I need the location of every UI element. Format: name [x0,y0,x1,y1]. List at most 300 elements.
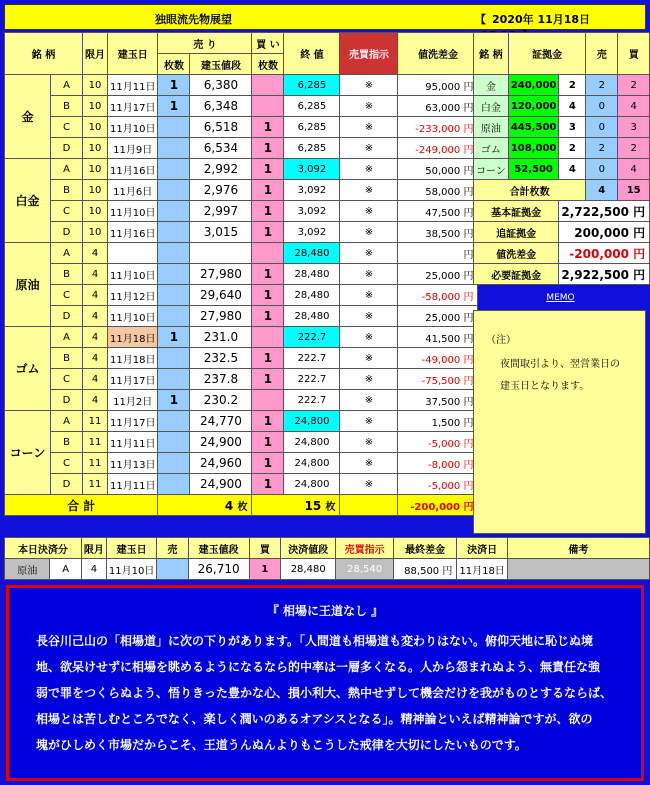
sell-count-cell [158,243,190,264]
date-cell: 11月10日 [108,306,158,327]
buy-count-cell: 1 [252,138,284,159]
price-cell: 2,992 [190,159,252,180]
month-cell: 4 [83,243,108,264]
diff-unit: 円 [463,165,474,177]
settle-diff-unit: 円 [442,565,453,577]
settle-h2: 限月 [81,538,106,559]
header-row-1 [5,33,478,54]
margin-sell: 0 [586,96,618,117]
finance-label: 値洗差金 [474,243,559,264]
month-cell: 10 [83,117,108,138]
buy-count-header: 枚数 [252,54,284,75]
table-row [5,159,478,180]
total-sell-value: 4 [224,498,234,513]
date-cell: 11月17日 [108,411,158,432]
date-cell: 11月16日 [108,222,158,243]
diff-cell [398,285,478,306]
signal-cell: ※ [340,180,398,201]
margin-sell: 0 [586,117,618,138]
settle-close: 28,480 [280,559,335,580]
margin-value: 240,000 [508,75,559,96]
signal-header: 売買指示 [340,33,398,75]
settle-month: 4 [81,559,106,580]
signal-cell: ※ [340,222,398,243]
buy-count-cell: 1 [252,432,284,453]
code-cell: D [51,390,83,411]
brand-cell: コーン [5,411,51,495]
code-cell: B [51,96,83,117]
sell-count-cell [158,264,190,285]
table-row [5,285,478,306]
settle-h11: 備考 [507,538,649,559]
price-cell: 2,997 [190,201,252,222]
settle-h6: 買 [249,538,280,559]
diff-value: -5,000 [428,438,461,450]
signal-cell: ※ [340,411,398,432]
diff-value: 41,500 [425,333,461,345]
diff-unit: 円 [463,144,474,156]
settle-brand: 原油 [5,559,50,580]
margin-sell: 2 [586,75,618,96]
margin-table [473,32,650,285]
price-cell [190,243,252,264]
month-cell: 4 [83,264,108,285]
close-cell: 222.7 [284,327,340,348]
settle-date: 11月10日 [106,559,156,580]
price-cell: 230.2 [190,390,252,411]
margin-row [474,159,650,180]
diff-unit: 円 [463,417,474,429]
margin-row [474,138,650,159]
table-row [5,180,478,201]
diff-value: -233,000 [415,123,461,135]
close-cell: 222.7 [284,348,340,369]
sell-count-cell [158,201,190,222]
month-cell: 11 [83,432,108,453]
date-cell: 11月18日 [108,348,158,369]
close-cell: 24,800 [284,432,340,453]
code-cell: B [51,348,83,369]
diff-cell [398,243,478,264]
margin-count: 2 [559,75,586,96]
settle-sdate: 11月18日 [457,559,507,580]
settlement-table [4,537,650,580]
diff-unit: 円 [463,354,474,366]
commentary-body [36,628,621,758]
total-diff-value: -200,000 [410,501,460,513]
diff-cell [398,264,478,285]
diff-unit: 円 [463,459,474,471]
close-cell: 24,800 [284,453,340,474]
diff-cell [398,474,478,495]
settle-buy: 1 [249,559,280,580]
month-cell: 4 [83,327,108,348]
diff-value: 38,500 [425,228,461,240]
margin-buy: 2 [618,138,650,159]
sell-count-cell [158,222,190,243]
month-cell: 4 [83,285,108,306]
diff-cell [398,432,478,453]
commentary-line: 長谷川己山の「相場道」に次の下りがあります。「人間道も相場道も変わりはない。俯仰天地に恥じぬ境 [36,634,594,648]
table-row [5,411,478,432]
date-cell: 11月17日 [108,96,158,117]
finance-row [474,201,650,222]
buy-count-cell [252,243,284,264]
diff-value: 25,000 [425,270,461,282]
signal-cell: ※ [340,474,398,495]
signal-cell: ※ [340,138,398,159]
settle-h5: 建玉値段 [188,538,249,559]
close-cell: 6,285 [284,75,340,96]
diff-unit: 円 [463,333,474,345]
commentary-line: 地、欲呆けせずに相場を眺めるようになるなら的中率は一層多くなる。人から怨まれぬよう、無責任な強 [36,660,601,674]
margin-sell: 2 [586,138,618,159]
count-row [474,180,650,201]
signal-cell: ※ [340,453,398,474]
memo-line-3: 建玉日となります。 [500,381,590,392]
month-cell: 4 [83,306,108,327]
finance-amount: 200,000 [574,225,629,240]
signal-cell: ※ [340,75,398,96]
total-diff-unit: 円 [463,501,474,513]
total-buy-value: 15 [304,498,322,513]
margin-value: 52,500 [508,159,559,180]
brand-cell: 白金 [5,159,51,243]
diff-value: 25,000 [425,312,461,324]
signal-cell: ※ [340,285,398,306]
buy-count-cell: 1 [252,285,284,306]
month-cell: 4 [83,348,108,369]
code-cell: C [51,285,83,306]
month-cell: 10 [83,75,108,96]
close-cell: 24,800 [284,411,340,432]
margin-brand-header: 銘 柄 [474,33,509,75]
close-cell: 3,092 [284,180,340,201]
buy-header: 買 い [252,33,284,54]
finance-unit: 円 [633,225,646,240]
margin-body [474,75,650,180]
margin-buy: 2 [618,75,650,96]
date-cell: 11月10日 [108,117,158,138]
settle-code: A [50,559,81,580]
diff-unit: 円 [463,270,474,282]
diff-value: 1,500 [431,417,461,429]
settle-h9: 最終差金 [393,538,457,559]
sell-count-cell [158,411,190,432]
price-cell: 27,980 [190,306,252,327]
memo-title[interactable]: MEMO [546,293,575,303]
code-cell: A [51,327,83,348]
date-header: 建玉日 [108,33,158,75]
price-header: 建玉値段 [190,54,252,75]
count-label: 合計枚数 [474,180,586,201]
sell-count-cell: 1 [158,75,190,96]
finance-amount: 2,722,500 [561,204,629,219]
signal-cell: ※ [340,327,398,348]
settle-h3: 建玉日 [106,538,156,559]
diff-cell [398,138,478,159]
signal-cell: ※ [340,159,398,180]
total-blank [340,495,398,516]
settle-h10: 決済日 [457,538,507,559]
total-label: 合 計 [5,495,158,516]
diff-unit: 円 [463,249,474,261]
commentary-box [6,585,644,781]
month-cell: 10 [83,159,108,180]
signal-cell: ※ [340,96,398,117]
margin-count: 2 [559,138,586,159]
margin-count: 4 [559,96,586,117]
table-row [5,306,478,327]
code-cell: A [51,243,83,264]
finance-value [559,264,650,285]
date-cell: 11月2日 [108,390,158,411]
diff-value: -5,000 [428,480,461,492]
title-bar [4,4,646,30]
sell-count-cell [158,348,190,369]
table-row [5,117,478,138]
margin-brand: 原油 [474,117,509,138]
table-row [5,432,478,453]
settle-h4: 売 [157,538,188,559]
settlement-row [5,559,650,580]
diff-value: 63,000 [425,102,461,114]
diff-cell [398,117,478,138]
close-cell: 6,285 [284,117,340,138]
date-cell: 11月6日 [108,180,158,201]
buy-count-cell [252,327,284,348]
code-cell: C [51,201,83,222]
buy-count-cell: 1 [252,411,284,432]
close-cell: 222.7 [284,369,340,390]
diff-unit: 円 [463,102,474,114]
sell-header: 売 り [158,33,252,54]
date-cell: 11月18日 [108,327,158,348]
close-header: 終 値 [284,33,340,75]
price-cell: 24,770 [190,411,252,432]
diff-cell [398,390,478,411]
close-cell: 28,480 [284,285,340,306]
diff-unit: 円 [463,438,474,450]
page-title: 独眼流先物展望 [155,13,232,26]
date-text: 2020年 11月18日 [492,13,591,26]
month-cell: 10 [83,96,108,117]
margin-sell-header: 売 [586,33,618,75]
close-cell: 6,285 [284,138,340,159]
diff-cell [398,327,478,348]
buy-count-cell: 1 [252,306,284,327]
settle-h7: 決済値段 [280,538,335,559]
signal-cell: ※ [340,390,398,411]
code-cell: C [51,369,83,390]
margin-header: 証拠金 [508,33,586,75]
close-cell: 28,480 [284,243,340,264]
month-cell: 10 [83,201,108,222]
code-cell: A [51,411,83,432]
diff-cell [398,306,478,327]
count-buy: 15 [618,180,650,201]
month-cell: 11 [83,474,108,495]
finance-unit: 円 [633,246,646,261]
close-cell: 28,480 [284,264,340,285]
margin-buy-header: 買 [618,33,650,75]
memo-box [473,293,646,534]
signal-cell: ※ [340,201,398,222]
price-cell: 6,348 [190,96,252,117]
margin-count: 3 [559,117,586,138]
sell-count-cell [158,285,190,306]
margin-buy: 3 [618,117,650,138]
brand-header: 銘 柄 [5,33,83,75]
total-diff [398,495,478,516]
price-cell: 24,900 [190,474,252,495]
commentary-line: 塊がひしめく市場だからこそ、王道うんぬんよりもこうした戒律を大切にしたいものです。 [36,738,527,752]
sell-count-cell [158,369,190,390]
diff-unit: 円 [463,186,474,198]
diff-value: -249,000 [415,144,461,156]
date-cell: 11月13日 [108,453,158,474]
close-cell: 24,800 [284,474,340,495]
month-cell: 4 [83,369,108,390]
diff-unit: 円 [463,81,474,93]
sell-count-cell [158,138,190,159]
buy-count-cell: 1 [252,159,284,180]
date-cell: 11月9日 [108,138,158,159]
margin-sell: 0 [586,159,618,180]
sell-count-cell [158,432,190,453]
diff-unit: 円 [463,396,474,408]
diff-unit: 円 [463,375,474,387]
diff-cell [398,180,478,201]
date-cell: 11月11日 [108,432,158,453]
signal-cell: ※ [340,432,398,453]
diff-value: -49,000 [421,354,461,366]
commentary-heading: 『 相場に王道なし 』 [266,604,384,618]
date-cell: 11月17日 [108,369,158,390]
buy-count-cell: 1 [252,453,284,474]
margin-buy: 4 [618,96,650,117]
table-row [5,327,478,348]
margin-buy: 4 [618,159,650,180]
sell-count-cell: 1 [158,327,190,348]
signal-cell: ※ [340,306,398,327]
close-cell: 222.7 [284,390,340,411]
sell-count-cell [158,306,190,327]
code-cell: C [51,453,83,474]
buy-count-cell [252,390,284,411]
code-cell: D [51,474,83,495]
margin-row [474,75,650,96]
margin-brand: コーン [474,159,509,180]
total-sell [158,495,252,516]
close-cell: 6,285 [284,96,340,117]
buy-count-cell: 1 [252,369,284,390]
diff-unit: 円 [463,123,474,135]
signal-cell: ※ [340,264,398,285]
diff-value: 50,000 [425,165,461,177]
diff-cell [398,159,478,180]
buy-count-cell [252,96,284,117]
buy-count-cell: 1 [252,201,284,222]
settle-price: 26,710 [188,559,249,580]
buy-count-cell: 1 [252,222,284,243]
settle-sell [157,559,188,580]
month-cell: 4 [83,390,108,411]
date-cell: 11月10日 [108,201,158,222]
margin-brand: 金 [474,75,509,96]
table-row [5,474,478,495]
diff-unit: 円 [463,207,474,219]
margin-brand: ゴム [474,138,509,159]
table-row [5,75,478,96]
price-cell: 232.5 [190,348,252,369]
date-cell [108,243,158,264]
finance-row [474,243,650,264]
price-cell: 24,960 [190,453,252,474]
signal-cell: ※ [340,243,398,264]
close-cell: 3,092 [284,159,340,180]
buy-count-cell: 1 [252,117,284,138]
diff-value: 95,000 [425,81,461,93]
code-cell: B [51,432,83,453]
finance-amount: 2,922,500 [561,267,629,282]
total-row [5,495,478,516]
finance-body [474,201,650,285]
memo-line-2: 夜間取引より、翌営業日の [500,359,620,370]
code-cell: D [51,222,83,243]
commentary-line: 弱で罪をつくらぬよう、悟りきった豊かな心、損小利大、熱中せずして機会だけを我がものとするならば、 [36,686,613,700]
table-row [5,348,478,369]
date-cell: 11月16日 [108,159,158,180]
close-cell: 28,480 [284,306,340,327]
table-row [5,96,478,117]
margin-value: 108,000 [508,138,559,159]
close-cell: 3,092 [284,201,340,222]
commentary-line: 相場とは苦しむところでなく、楽しく潤いのあるオアシスとなる」。精神論といえば精神論ですが、欲の [36,712,593,726]
positions-body [5,75,478,495]
total-sell-unit: 枚 [237,501,248,513]
margin-header-row [474,33,650,75]
margin-value: 445,500 [508,117,559,138]
margin-value: 120,000 [508,96,559,117]
margin-brand: 白金 [474,96,509,117]
buy-count-cell: 1 [252,348,284,369]
margin-row [474,96,650,117]
table-row [5,264,478,285]
settle-diff [393,559,457,580]
table-row [5,390,478,411]
month-cell: 10 [83,138,108,159]
diff-unit: 円 [463,291,474,303]
month-header: 限月 [83,33,108,75]
diff-cell [398,411,478,432]
diff-value: 58,000 [425,186,461,198]
count-sell: 4 [586,180,618,201]
positions-table [4,32,478,516]
diff-cell [398,369,478,390]
table-row [5,201,478,222]
sell-count-cell: 1 [158,96,190,117]
diff-unit: 円 [463,228,474,240]
finance-value [559,243,650,264]
month-cell: 10 [83,180,108,201]
sell-count-cell [158,474,190,495]
finance-label: 必要証拠金 [474,264,559,285]
settle-h1: 本日決済分 [5,538,82,559]
code-cell: A [51,159,83,180]
diff-cell [398,222,478,243]
margin-count: 4 [559,159,586,180]
